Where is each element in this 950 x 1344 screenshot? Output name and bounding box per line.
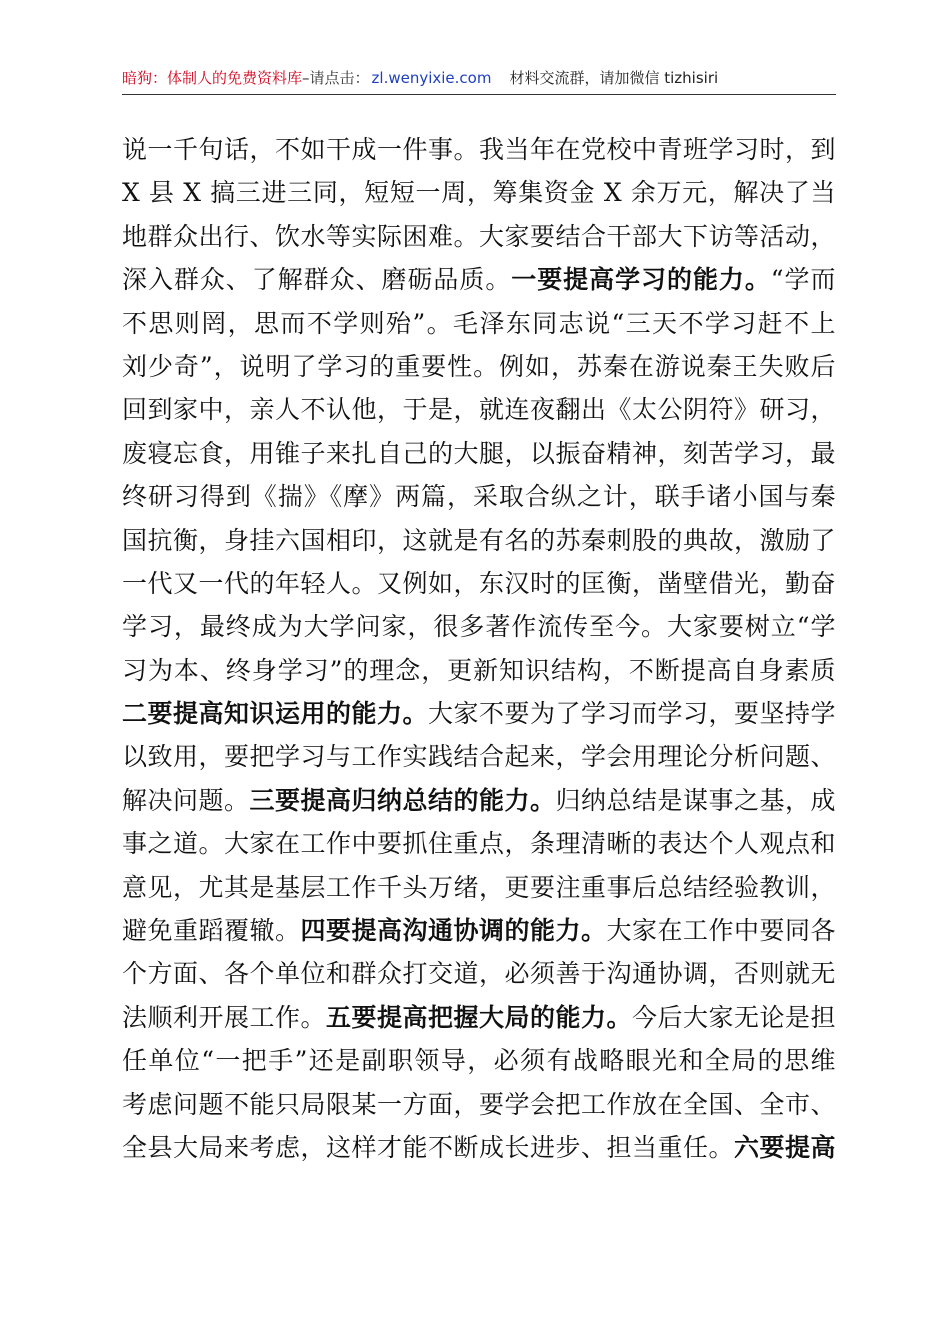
text-line [122,692,836,735]
text-span: 意见，尤其是基层工作千头万绪，更要注重事后总结经验教训， [122,872,837,902]
text-line [122,1039,836,1082]
text-line [122,519,836,562]
header-title: 暗狗：体制人的免费资料库 [122,69,303,87]
text-span: 废寝忘食，用锥子来扎自己的大腿，以振奋精神，刻苦学习，最 [122,438,837,468]
text-line [122,258,836,301]
bold-heading-span: 二要提高知识运用的能力。 [122,699,429,729]
text-span: 学习，最终成为大学问家，很多著作流传至今。大家要树立“学 [122,612,836,642]
text-span: 刘少奇”，说明了学习的重要性。例如，苏秦在游说秦王失败后 [122,351,836,381]
text-span: “学而 [770,265,836,295]
text-span: 任单位“一把手”还是副职领导，必须有战略眼光和全局的思维 [122,1046,836,1076]
text-line [122,562,836,605]
text-line [122,909,836,952]
bold-heading-span: 五要提高把握大局的能力。 [326,1002,633,1032]
text-span: 事之道。大家在工作中要抓住重点，条理清晰的表达个人观点和 [122,829,837,859]
text-line [122,432,836,475]
text-span: 归纳总结是谋事之基，成 [555,785,837,815]
text-span: 考虑问题不能只局限某一方面，要学会把工作放在全国、全市、 [122,1089,837,1119]
text-span: 今后大家无论是担 [632,1002,837,1032]
text-span: 以致用，要把学习与工作实践结合起来，学会用理论分析问题、 [122,742,837,772]
bold-heading-span: 三要提高归纳总结的能力。 [249,785,556,815]
text-span: 终研习得到《揣》《摩》两篇，采取合纵之计，联手诸小国与秦 [122,482,836,512]
header-link[interactable]: zl.wenyixie.com [371,69,492,87]
document-body [122,128,836,1169]
text-span: 全县大局来考虑，这样才能不断成长进步、担当重任。 [122,1132,735,1162]
text-line [122,779,836,822]
text-span: 习为本、终身学习”的理念，更新知识结构，不断提高自身素质 [122,655,836,685]
text-line [122,1083,836,1126]
text-line [122,475,836,518]
text-line [122,171,836,214]
text-line [122,952,836,995]
text-line [122,735,836,778]
text-line [122,128,836,171]
page-header [122,66,836,90]
text-span: 国抗衡，身挂六国相印，这就是有名的苏秦刺股的典故，激励了 [122,525,837,555]
header-separator: –请点击： [302,69,370,87]
text-span: 个方面、各个单位和群众打交道，必须善于沟通协调，否则就无 [122,959,837,989]
header-contact: 材料交流群，请加微信 tizhisiri [509,69,719,87]
text-span: 大家在工作中要同各 [606,916,837,946]
text-line [122,649,836,692]
text-line [122,822,836,865]
text-line [122,605,836,648]
text-span: 大家不要为了学习而学习，要坚持学 [428,699,837,729]
text-span: 回到家中，亲人不认他，于是，就连夜翻出《太公阴符》研习， [122,395,837,425]
header-divider [122,94,836,95]
text-span: X 县 X 搞三进三同，短短一周，筹集资金 X 余万元，解决了当 [122,178,836,208]
text-line [122,302,836,345]
text-line [122,215,836,258]
text-span: 法顺利开展工作。 [122,1002,327,1032]
text-span: 深入群众、了解群众、磨砺品质。 [122,265,512,295]
text-line [122,1126,836,1169]
text-span: 避免重蹈覆辙。 [122,916,301,946]
text-span: 不思则罔，思而不学则殆”。毛泽东同志说“三天不学习赶不上 [122,308,836,338]
text-line [122,345,836,388]
bold-heading-span: 六要提高 [734,1132,837,1162]
bold-heading-span: 四要提高沟通协调的能力。 [300,916,607,946]
bold-heading-span: 一要提高学习的能力。 [511,265,771,295]
text-line [122,866,836,909]
text-span: 地群众出行、饮水等实际困难。大家要结合干部大下访等活动， [122,221,837,251]
text-line [122,996,836,1039]
text-line [122,388,836,431]
text-span: 说一千句话，不如干成一件事。我当年在党校中青班学习时，到 [122,135,837,164]
text-span: 解决问题。 [122,785,250,815]
text-span: 一代又一代的年轻人。又例如，东汉时的匡衡，凿壁借光，勤奋 [122,568,837,598]
